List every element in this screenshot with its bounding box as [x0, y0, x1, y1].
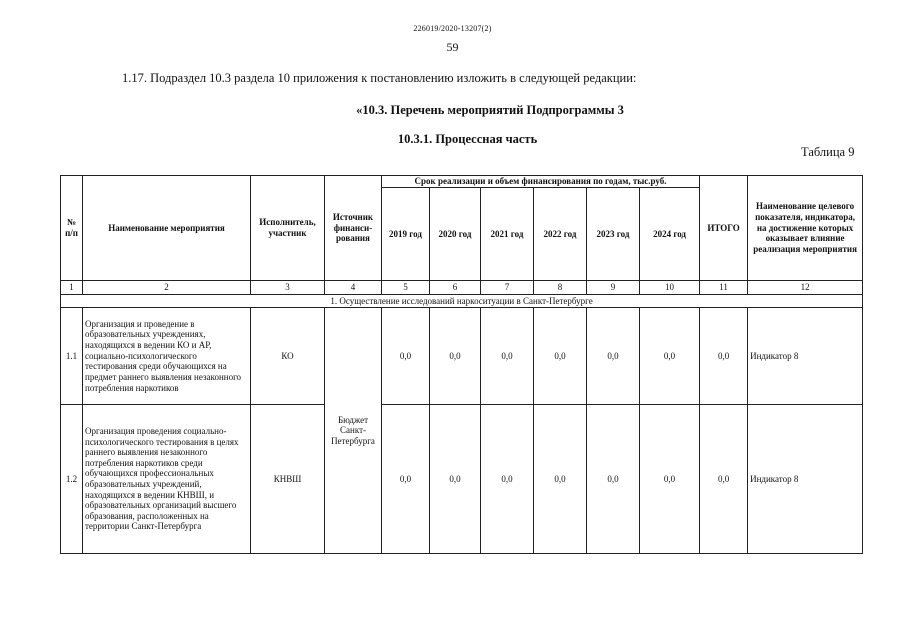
header-num: № п/п	[61, 176, 83, 281]
header-year: 2023 год	[587, 188, 640, 281]
row-year-value: 0,0	[481, 308, 534, 405]
row-year-value: 0,0	[430, 308, 481, 405]
row-year-value: 0,0	[534, 308, 587, 405]
row-num: 1.1	[61, 308, 83, 405]
row-year-value: 0,0	[481, 405, 534, 554]
row-year-value: 0,0	[430, 405, 481, 554]
column-number: 7	[481, 281, 534, 295]
row-executor: КНВШ	[251, 405, 325, 554]
row-activity-name: Организация и проведение в образовательных учреждениях, находящихся в ведении КО и АР, социально-психологического тестирования среди обучающихся на предмет раннего выявления незаконного потребления наркотиков	[83, 308, 251, 405]
row-year-value: 0,0	[587, 405, 640, 554]
column-number: 9	[587, 281, 640, 295]
section-row-title: 1. Осуществление исследований наркоситуации в Санкт-Петербурге	[61, 295, 863, 308]
section-row	[61, 295, 863, 308]
header-total: ИТОГО	[700, 176, 748, 281]
column-number: 2	[83, 281, 251, 295]
row-year-value: 0,0	[534, 405, 587, 554]
activities-table	[60, 175, 863, 554]
row-year-value: 0,0	[640, 308, 700, 405]
row-num: 1.2	[61, 405, 83, 554]
row-indicator: Индикатор 8	[748, 308, 863, 405]
column-number: 6	[430, 281, 481, 295]
header-executor: Исполнитель, участник	[251, 176, 325, 281]
header-year: 2020 год	[430, 188, 481, 281]
header-indicator: Наименование целевого показателя, индикатора, на достижение которых оказывает влияние реализация мероприятия	[748, 176, 863, 281]
row-year-value: 0,0	[382, 405, 430, 554]
page-number: 59	[446, 40, 459, 54]
table-row	[61, 405, 863, 554]
table-row	[61, 308, 863, 405]
row-executor: КО	[251, 308, 325, 405]
column-number: 4	[325, 281, 382, 295]
row-year-value: 0,0	[382, 308, 430, 405]
row-total: 0,0	[700, 405, 748, 554]
row-activity-name: Организация проведения социально-психологического тестирования в целях раннего выявления незаконного потребления наркотиков среди обучающихся профессиональных образовательных учреждений, находящихся в ведении КНВШ, и образовательных организаций высшего образования, расположенных на территории Санкт-Петербурга	[83, 405, 251, 554]
row-year-value: 0,0	[640, 405, 700, 554]
header-year: 2024 год	[640, 188, 700, 281]
header-period-group: Срок реализации и объем финансирования по годам, тыс.руб.	[382, 176, 700, 188]
header-year: 2022 год	[534, 188, 587, 281]
column-number: 8	[534, 281, 587, 295]
funding-source: Бюджет Санкт-Петербурга	[325, 308, 382, 554]
column-number: 11	[700, 281, 748, 295]
subsection-title: 10.3.1. Процессная часть	[397, 132, 538, 146]
column-number: 1	[61, 281, 83, 295]
document-id: 226019/2020-13207(2)	[413, 24, 492, 33]
column-number-row	[61, 281, 863, 295]
row-indicator: Индикатор 8	[748, 405, 863, 554]
header-year: 2021 год	[481, 188, 534, 281]
header-source: Источник финанси-рования	[325, 176, 382, 281]
row-year-value: 0,0	[587, 308, 640, 405]
section-title: «10.3. Перечень мероприятий Подпрограммы 3	[356, 103, 624, 117]
column-number: 5	[382, 281, 430, 295]
header-year: 2019 год	[382, 188, 430, 281]
header-name: Наименование мероприятия	[83, 176, 251, 281]
intro-paragraph: 1.17. Подраздел 10.3 раздела 10 приложения к постановлению изложить в следующей редакции:	[122, 71, 637, 85]
row-total: 0,0	[700, 308, 748, 405]
column-number: 12	[748, 281, 863, 295]
column-number: 3	[251, 281, 325, 295]
table-label: Таблица 9	[801, 145, 855, 159]
column-number: 10	[640, 281, 700, 295]
